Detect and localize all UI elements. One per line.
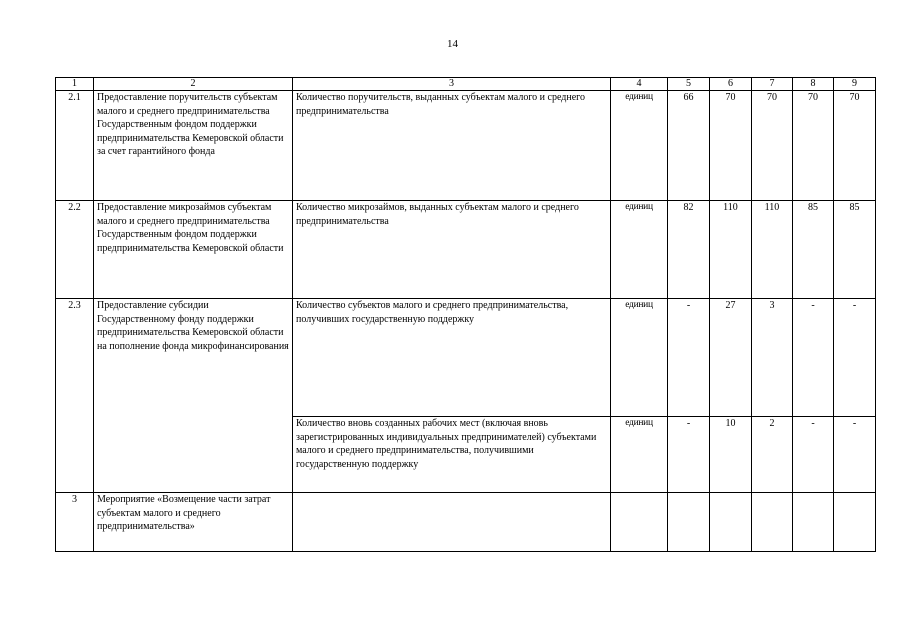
value-cell: - — [793, 299, 834, 417]
column-header: 7 — [752, 78, 793, 91]
indicator-cell: Количество вновь созданных рабочих мест (включая вновь зарегистрированных индивидуальных предпринимателей) субъектами малого и среднего предпринимательства, получившими государственную поддержку — [293, 417, 611, 493]
unit-cell — [611, 493, 668, 552]
table-row — [56, 299, 876, 417]
value-cell: 85 — [834, 201, 876, 299]
value-cell: 70 — [710, 91, 752, 201]
column-header: 5 — [668, 78, 710, 91]
value-cell: - — [834, 299, 876, 417]
value-cell: - — [668, 417, 710, 493]
value-cell: 70 — [793, 91, 834, 201]
column-header: 4 — [611, 78, 668, 91]
value-cell — [793, 493, 834, 552]
activity-cell: Мероприятие «Возмещение части затрат субъектам малого и среднего предпринимательства» — [94, 493, 293, 552]
activity-cell: Предоставление микрозаймов субъектам малого и среднего предпринимательства Государственным фондом поддержки предпринимательства Кемеровской области — [94, 201, 293, 299]
table-row — [56, 91, 876, 201]
row-number: 2.2 — [56, 201, 94, 299]
value-cell — [710, 493, 752, 552]
row-number: 2.1 — [56, 91, 94, 201]
column-header: 9 — [834, 78, 876, 91]
activity-cell: Предоставление поручительств субъектам малого и среднего предпринимательства Государственным фондом поддержки предпринимательства Кемеровской области за счет гарантийного фонда — [94, 91, 293, 201]
column-header: 3 — [293, 78, 611, 91]
value-cell: 70 — [834, 91, 876, 201]
table-header-row — [56, 78, 876, 91]
column-header: 2 — [94, 78, 293, 91]
column-header: 8 — [793, 78, 834, 91]
value-cell: - — [834, 417, 876, 493]
value-cell: 10 — [710, 417, 752, 493]
unit-cell: единиц — [611, 417, 668, 493]
value-cell: 2 — [752, 417, 793, 493]
indicator-cell: Количество субъектов малого и среднего предпринимательства, получивших государственную поддержку — [293, 299, 611, 417]
table-row — [56, 201, 876, 299]
value-cell: 110 — [752, 201, 793, 299]
value-cell: 85 — [793, 201, 834, 299]
indicator-cell: Количество поручительств, выданных субъектам малого и среднего предпринимательства — [293, 91, 611, 201]
row-number: 2.3 — [56, 299, 94, 493]
value-cell: 66 — [668, 91, 710, 201]
unit-cell: единиц — [611, 91, 668, 201]
unit-cell: единиц — [611, 299, 668, 417]
value-cell: - — [668, 299, 710, 417]
value-cell — [668, 493, 710, 552]
indicators-table — [55, 77, 876, 552]
value-cell — [752, 493, 793, 552]
page-number: 14 — [447, 38, 458, 50]
indicator-cell — [293, 493, 611, 552]
unit-cell: единиц — [611, 201, 668, 299]
row-number: 3 — [56, 493, 94, 552]
value-cell: 27 — [710, 299, 752, 417]
value-cell: 70 — [752, 91, 793, 201]
value-cell: - — [793, 417, 834, 493]
value-cell: 3 — [752, 299, 793, 417]
column-header: 6 — [710, 78, 752, 91]
value-cell: 82 — [668, 201, 710, 299]
value-cell: 110 — [710, 201, 752, 299]
activity-cell: Предоставление субсидии Государственному фонду поддержки предпринимательства Кемеровской области на пополнение фонда микрофинансирования — [94, 299, 293, 493]
indicator-cell: Количество микрозаймов, выданных субъектам малого и среднего предпринимательства — [293, 201, 611, 299]
table-row — [56, 493, 876, 552]
column-header: 1 — [56, 78, 94, 91]
value-cell — [834, 493, 876, 552]
